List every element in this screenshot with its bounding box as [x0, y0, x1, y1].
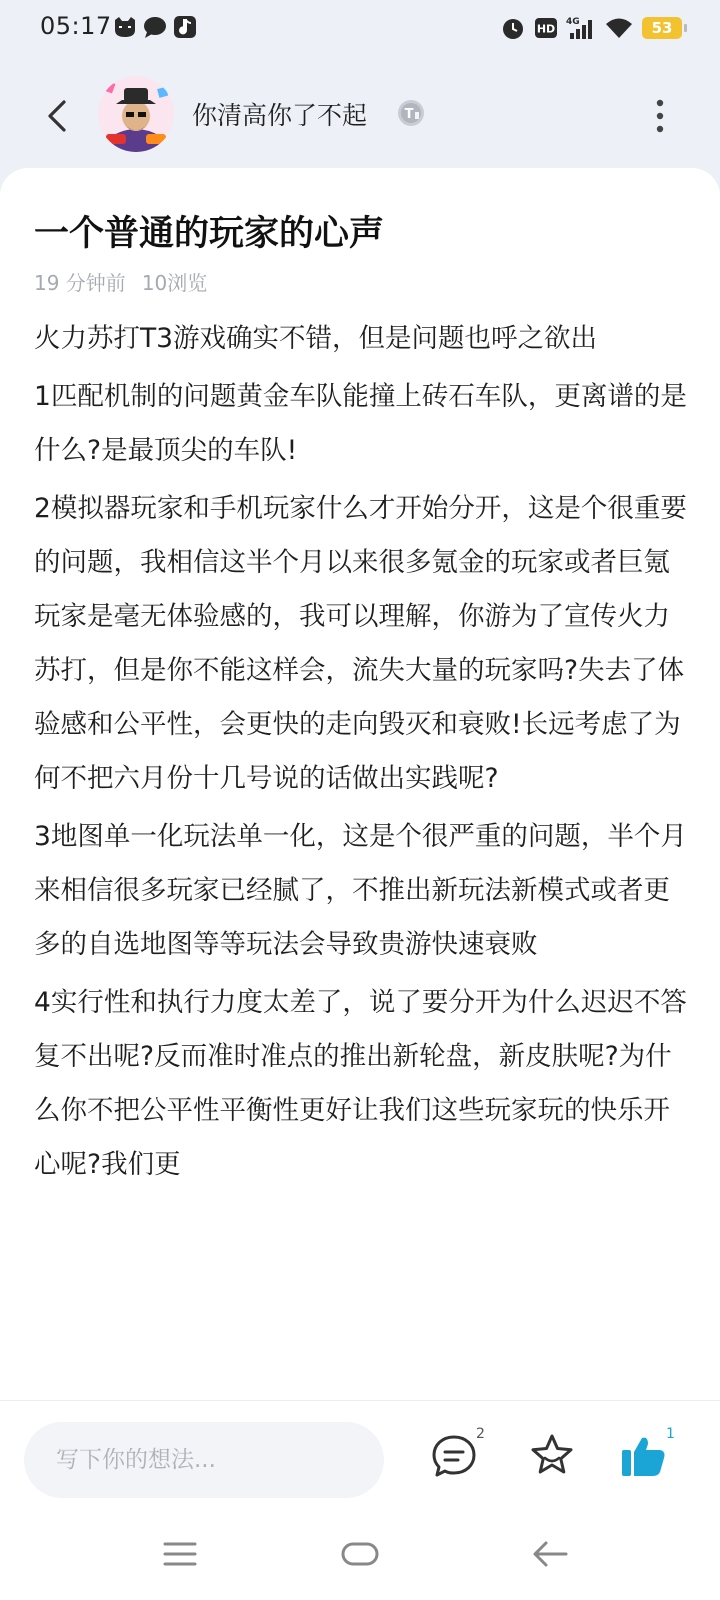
home-icon[interactable] [336, 1530, 384, 1578]
post-title: 一个普通的玩家的心声 [34, 214, 385, 254]
post-card [0, 168, 720, 1400]
post-header [0, 72, 720, 172]
chat-bubble-icon [142, 14, 168, 40]
menu-icon[interactable] [156, 1530, 204, 1578]
post-paragraph-1: 1匹配机制的问题黄金车队能撞上砖石车队，更离谱的是什么?是最顶尖的车队! [34, 381, 687, 466]
post-paragraph-4: 4实行性和执行力度太差了，说了要分开为什么迟迟不答复不出呢?反而准时准点的推出新轮盘，新皮肤呢?为什么你不把公平性平衡性更好让我们这些玩家玩的快乐开心呢?我们更 [34, 987, 687, 1180]
post-time: 19 分钟前 [34, 271, 126, 295]
post-paragraph-2: 2模拟器玩家和手机玩家什么才开始分开，这是个很重要的问题，我相信这半个月以来很多氪金的玩家或者巨氪玩家是毫无体验感的，我可以理解，你游为了宣传火力苏打，但是你不能这样会，流失大量的玩家吗?失去了体验感和公平性，会更快的走向毁灭和衰败!长远考虑了为何不把六月份十几号说的话做出实践呢? [34, 493, 687, 794]
post-meta [34, 267, 207, 296]
status-right [500, 14, 682, 42]
thumbs-up-icon[interactable] [618, 1430, 670, 1482]
post-paragraph-intro: 火力苏打T3游戏确实不错，但是问题也呼之欲出 [34, 323, 598, 354]
comment-count: 2 [476, 1426, 485, 1442]
bottom-action-bar [0, 1400, 720, 1600]
more-vertical-icon[interactable] [636, 92, 684, 140]
battery-icon: 53 [642, 17, 682, 39]
hd-label: HD [536, 22, 556, 36]
wifi-icon [604, 15, 634, 41]
back-icon[interactable] [526, 1530, 574, 1578]
comment-input[interactable] [24, 1422, 384, 1498]
level-badge-icon [396, 98, 426, 128]
comment-icon[interactable] [428, 1430, 480, 1482]
star-icon[interactable] [526, 1430, 578, 1482]
post-paragraph-3: 3地图单一化玩法单一化，这是个很严重的问题，半个月来相信很多玩家已经腻了，不推出新玩法新模式或者更多的自选地图等等玩法会导致贵游快速衰败 [34, 821, 687, 960]
avatar[interactable] [98, 76, 174, 152]
hd-icon [534, 16, 558, 40]
username[interactable]: 你清高你了不起 [192, 101, 368, 130]
network-label: 4G [566, 17, 580, 27]
signal-icon [566, 15, 596, 41]
level-badge-label: T [404, 107, 414, 122]
status-bar [0, 0, 720, 56]
back-arrow-icon[interactable] [36, 94, 80, 138]
status-time: 05:17 [40, 12, 112, 40]
music-note-icon [172, 14, 198, 40]
cat-face-icon [112, 14, 138, 40]
post-content [34, 312, 688, 1196]
like-count: 1 [666, 1426, 675, 1442]
post-views: 10浏览 [141, 271, 208, 295]
alarm-icon [500, 15, 526, 41]
